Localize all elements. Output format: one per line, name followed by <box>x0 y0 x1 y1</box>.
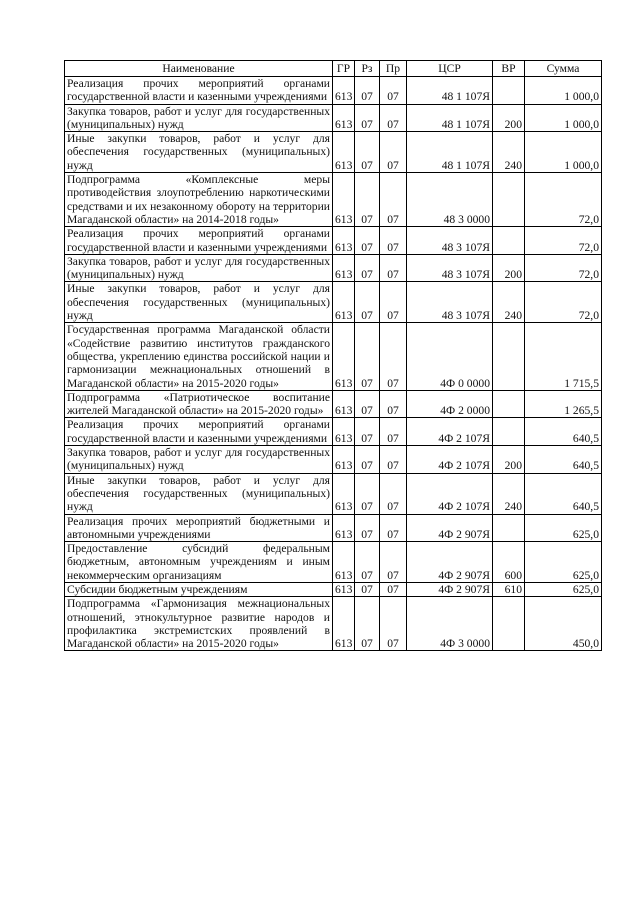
header-rz: Рз <box>355 61 380 77</box>
row-rz: 07 <box>355 227 380 255</box>
row-name: Реализация прочих мероприятий органами государственной власти и казенными учреждениями <box>65 227 333 255</box>
row-name: Субсидии бюджетным учреждениям <box>65 582 333 596</box>
table-row <box>65 282 602 323</box>
row-sum: 1 715,5 <box>525 323 602 390</box>
row-rz: 07 <box>355 390 380 418</box>
row-sum: 640,5 <box>525 418 602 446</box>
row-vr <box>493 597 525 651</box>
row-gr: 613 <box>333 173 355 227</box>
row-rz: 07 <box>355 323 380 390</box>
row-name: Реализация прочих мероприятий органами государственной власти и казенными учреждениями <box>65 77 333 105</box>
row-sum: 72,0 <box>525 173 602 227</box>
header-csr: ЦСР <box>407 61 493 77</box>
row-sum: 625,0 <box>525 582 602 596</box>
table-row <box>65 390 602 418</box>
row-csr: 4Ф 2 107Я <box>407 418 493 446</box>
row-name: Закупка товаров, работ и услуг для государственных (муниципальных) нужд <box>65 446 333 474</box>
table-row <box>65 514 602 542</box>
row-sum: 625,0 <box>525 514 602 542</box>
row-name: Иные закупки товаров, работ и услуг для обеспечения государственных (муниципальных) нужд <box>65 132 333 173</box>
row-sum: 1 000,0 <box>525 77 602 105</box>
table-row <box>65 254 602 282</box>
row-csr: 4Ф 2 107Я <box>407 473 493 514</box>
table-body <box>65 77 602 651</box>
row-gr: 613 <box>333 473 355 514</box>
header-vr: ВР <box>493 61 525 77</box>
row-sum: 1 000,0 <box>525 132 602 173</box>
row-gr: 613 <box>333 323 355 390</box>
table-row <box>65 77 602 105</box>
table-row <box>65 104 602 132</box>
row-csr: 48 1 107Я <box>407 104 493 132</box>
row-vr: 240 <box>493 473 525 514</box>
row-pr: 07 <box>380 473 407 514</box>
row-gr: 613 <box>333 77 355 105</box>
row-csr: 4Ф 2 0000 <box>407 390 493 418</box>
row-gr: 613 <box>333 597 355 651</box>
row-pr: 07 <box>380 418 407 446</box>
table-row <box>65 542 602 583</box>
row-gr: 613 <box>333 132 355 173</box>
row-pr: 07 <box>380 227 407 255</box>
row-pr: 07 <box>380 77 407 105</box>
row-rz: 07 <box>355 473 380 514</box>
row-csr: 4Ф 0 0000 <box>407 323 493 390</box>
row-name: Реализация прочих мероприятий органами государственной власти и казенными учреждениями <box>65 418 333 446</box>
row-pr: 07 <box>380 173 407 227</box>
row-rz: 07 <box>355 418 380 446</box>
table-row <box>65 418 602 446</box>
row-csr: 48 3 0000 <box>407 173 493 227</box>
row-vr <box>493 173 525 227</box>
table-row <box>65 473 602 514</box>
row-pr: 07 <box>380 282 407 323</box>
row-csr: 48 1 107Я <box>407 77 493 105</box>
row-name: Закупка товаров, работ и услуг для государственных (муниципальных) нужд <box>65 254 333 282</box>
row-pr: 07 <box>380 597 407 651</box>
table-row <box>65 132 602 173</box>
row-rz: 07 <box>355 254 380 282</box>
row-name: Реализация прочих мероприятий бюджетными и автономными учреждениями <box>65 514 333 542</box>
row-vr: 200 <box>493 104 525 132</box>
row-gr: 613 <box>333 446 355 474</box>
row-vr <box>493 323 525 390</box>
row-gr: 613 <box>333 514 355 542</box>
row-vr: 200 <box>493 254 525 282</box>
row-rz: 07 <box>355 446 380 474</box>
table-row <box>65 446 602 474</box>
row-pr: 07 <box>380 446 407 474</box>
row-gr: 613 <box>333 254 355 282</box>
table-header-row <box>65 61 602 77</box>
row-name: Подпрограмма «Комплексные меры противодействия злоупотреблению наркотическими средствами и их незаконному обороту на территории Магаданской области» на 2014-2018 годы» <box>65 173 333 227</box>
row-sum: 72,0 <box>525 227 602 255</box>
row-csr: 4Ф 3 0000 <box>407 597 493 651</box>
row-rz: 07 <box>355 514 380 542</box>
row-vr <box>493 227 525 255</box>
row-csr: 48 3 107Я <box>407 254 493 282</box>
row-name: Предоставление субсидий федеральным бюджетным, автономным учреждениям и иным некоммерческим организациям <box>65 542 333 583</box>
row-gr: 613 <box>333 390 355 418</box>
row-name: Иные закупки товаров, работ и услуг для обеспечения государственных (муниципальных) нужд <box>65 473 333 514</box>
row-rz: 07 <box>355 597 380 651</box>
row-rz: 07 <box>355 77 380 105</box>
row-name: Закупка товаров, работ и услуг для государственных (муниципальных) нужд <box>65 104 333 132</box>
row-csr: 48 1 107Я <box>407 132 493 173</box>
row-gr: 613 <box>333 582 355 596</box>
row-rz: 07 <box>355 173 380 227</box>
header-sum: Сумма <box>525 61 602 77</box>
row-vr <box>493 77 525 105</box>
row-pr: 07 <box>380 390 407 418</box>
row-sum: 640,5 <box>525 473 602 514</box>
row-csr: 4Ф 2 907Я <box>407 514 493 542</box>
row-vr: 240 <box>493 282 525 323</box>
row-sum: 72,0 <box>525 282 602 323</box>
row-name: Подпрограмма «Патриотическое воспитание жителей Магаданской области» на 2015-2020 годы» <box>65 390 333 418</box>
row-gr: 613 <box>333 282 355 323</box>
row-pr: 07 <box>380 132 407 173</box>
table-row <box>65 597 602 651</box>
row-rz: 07 <box>355 132 380 173</box>
table-row <box>65 227 602 255</box>
row-sum: 72,0 <box>525 254 602 282</box>
table-row <box>65 582 602 596</box>
table-row <box>65 173 602 227</box>
row-csr: 4Ф 2 907Я <box>407 582 493 596</box>
row-vr: 610 <box>493 582 525 596</box>
row-vr <box>493 390 525 418</box>
row-name: Государственная программа Магаданской области «Содействие развитию институтов гражданского общества, укреплению единства российской нации и гармонизации межнациональных отношений в Магаданской области» на 2015-2020 годы» <box>65 323 333 390</box>
row-pr: 07 <box>380 514 407 542</box>
row-gr: 613 <box>333 542 355 583</box>
row-sum: 1 000,0 <box>525 104 602 132</box>
row-vr: 240 <box>493 132 525 173</box>
row-vr <box>493 418 525 446</box>
row-gr: 613 <box>333 418 355 446</box>
row-name: Иные закупки товаров, работ и услуг для обеспечения государственных (муниципальных) нужд <box>65 282 333 323</box>
row-vr <box>493 514 525 542</box>
row-pr: 07 <box>380 542 407 583</box>
row-csr: 4Ф 2 107Я <box>407 446 493 474</box>
row-csr: 48 3 107Я <box>407 282 493 323</box>
row-pr: 07 <box>380 323 407 390</box>
header-name: Наименование <box>65 61 333 77</box>
row-csr: 48 3 107Я <box>407 227 493 255</box>
row-pr: 07 <box>380 104 407 132</box>
row-sum: 640,5 <box>525 446 602 474</box>
header-gr: ГР <box>333 61 355 77</box>
row-rz: 07 <box>355 582 380 596</box>
row-sum: 450,0 <box>525 597 602 651</box>
row-gr: 613 <box>333 227 355 255</box>
row-vr: 600 <box>493 542 525 583</box>
table-row <box>65 323 602 390</box>
row-vr: 200 <box>493 446 525 474</box>
row-csr: 4Ф 2 907Я <box>407 542 493 583</box>
row-rz: 07 <box>355 104 380 132</box>
row-name: Подпрограмма «Гармонизация межнациональных отношений, этнокультурное развитие народов и профилактика экстремистских проявлений в Магаданской области» на 2015-2020 годы» <box>65 597 333 651</box>
header-pr: Пр <box>380 61 407 77</box>
row-gr: 613 <box>333 104 355 132</box>
row-pr: 07 <box>380 582 407 596</box>
row-sum: 625,0 <box>525 542 602 583</box>
row-rz: 07 <box>355 282 380 323</box>
row-sum: 1 265,5 <box>525 390 602 418</box>
budget-table <box>64 60 602 651</box>
row-pr: 07 <box>380 254 407 282</box>
row-rz: 07 <box>355 542 380 583</box>
